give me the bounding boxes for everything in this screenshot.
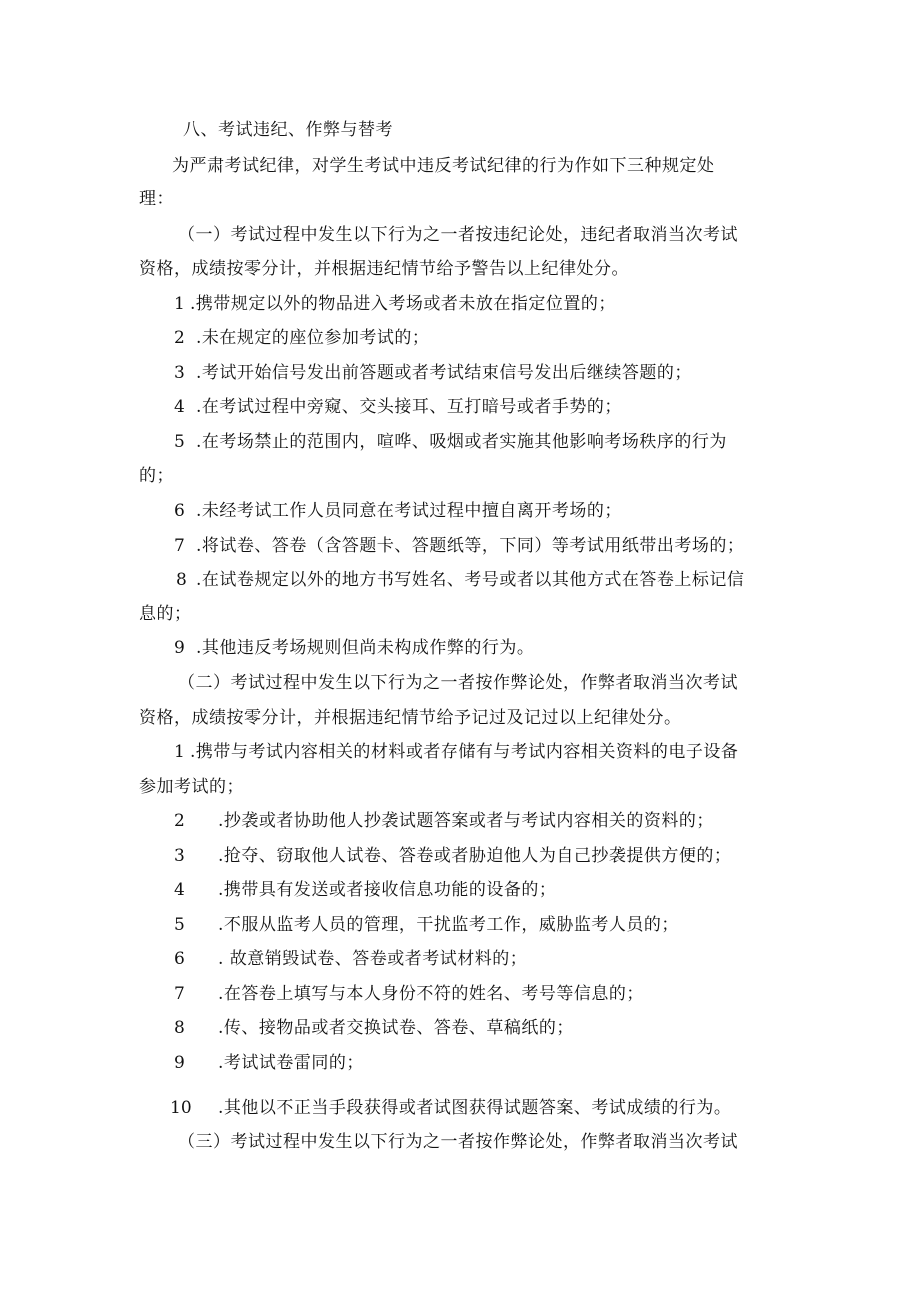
list-item: .其他以不正当手段获得或者试图获得试题答案、考试成绩的行为。 [218, 1098, 732, 1118]
list-item-number: 9 [174, 1053, 185, 1073]
list-item-number: 8 [174, 1018, 185, 1038]
list-item: .传、接物品或者交换试卷、答卷、草稿纸的； [218, 1018, 574, 1038]
intro-line-2: 理： [139, 189, 174, 209]
list-item: .在考试过程中旁窥、交头接耳、互打暗号或者手势的； [196, 397, 622, 417]
list-item: .携带具有发送或者接收信息功能的设备的； [218, 880, 557, 900]
list-item: .考试开始信号发出前答题或者考试结束信号发出后继续答题的； [196, 363, 692, 383]
list-item-number: 8 [176, 570, 187, 590]
list-item: .未经考试工作人员同意在考试过程中擅自离开考场的； [196, 501, 622, 521]
list-item: .在试卷规定以外的地方书写姓名、考号或者以其他方式在答卷上标记信 [196, 570, 745, 590]
part1-heading-line-2: 资格，成绩按零分计，并根据违纪情节给予警告以上纪律处分。 [139, 259, 629, 279]
list-item: .携带与考试内容相关的材料或者存储有与考试内容相关资料的电子设备 [190, 742, 739, 762]
list-item-number: 5 [174, 915, 185, 935]
list-item-number: 4 [174, 397, 185, 417]
list-item-number: 6 [174, 949, 185, 969]
list-item: .抄袭或者协助他人抄袭试题答案或者与考试内容相关的资料的； [218, 811, 714, 831]
list-item-continuation: 息的； [139, 604, 192, 624]
list-item-number: 4 [174, 880, 185, 900]
list-item: .在考场禁止的范围内，喧哗、吸烟或者实施其他影响考场秩序的行为 [196, 432, 727, 452]
list-item-number: 2 [174, 328, 185, 348]
part2-heading-line-1: （二）考试过程中发生以下行为之一者按作弊论处，作弊者取消当次考试 [178, 673, 738, 693]
part1-heading-line-1: （一）考试过程中发生以下行为之一者按违纪论处，违纪者取消当次考试 [178, 225, 738, 245]
list-item-number: 7 [174, 984, 185, 1004]
list-item: . 故意销毁试卷、答卷或者考试材料的； [218, 949, 528, 969]
list-item-continuation: 的； [139, 466, 174, 486]
list-item-number: 3 [174, 846, 185, 866]
list-item-number: 3 [174, 363, 185, 383]
list-item: .未在规定的座位参加考试的； [196, 328, 430, 348]
list-item-number: 7 [174, 536, 185, 556]
list-item: .考试试卷雷同的； [218, 1053, 364, 1073]
list-item-number: 1 [174, 742, 185, 762]
part2-heading-line-2: 资格，成绩按零分计，并根据违纪情节给予记过及记过以上纪律处分。 [139, 708, 682, 728]
list-item-number: 6 [174, 501, 185, 521]
list-item-number: 5 [174, 432, 185, 452]
list-item: .其他违反考场规则但尚未构成作弊的行为。 [196, 638, 535, 658]
list-item: .携带规定以外的物品进入考场或者未放在指定位置的； [190, 294, 616, 314]
list-item: .将试卷、答卷（含答题卡、答题纸等，下同）等考试用纸带出考场的； [196, 536, 745, 556]
list-item-number: 9 [174, 638, 185, 658]
list-item-number: 2 [174, 811, 185, 831]
list-item-number: 10 [170, 1098, 192, 1118]
part3-heading-line-1: （三）考试过程中发生以下行为之一者按作弊论处，作弊者取消当次考试 [178, 1132, 738, 1152]
list-item: .在答卷上填写与本人身份不符的姓名、考号等信息的； [218, 984, 644, 1004]
list-item-continuation: 参加考试的； [139, 777, 244, 797]
list-item: .抢夺、窃取他人试卷、答卷或者胁迫他人为自己抄袭提供方便的； [218, 846, 732, 866]
section-title: 八、考试违纪、作弊与替考 [183, 120, 393, 140]
list-item-number: 1 [174, 294, 185, 314]
list-item: .不服从监考人员的管理，干扰监考工作，威胁监考人员的； [218, 915, 679, 935]
intro-line-1: 为严肃考试纪律，对学生考试中违反考试纪律的行为作如下三种规定处 [172, 156, 715, 176]
